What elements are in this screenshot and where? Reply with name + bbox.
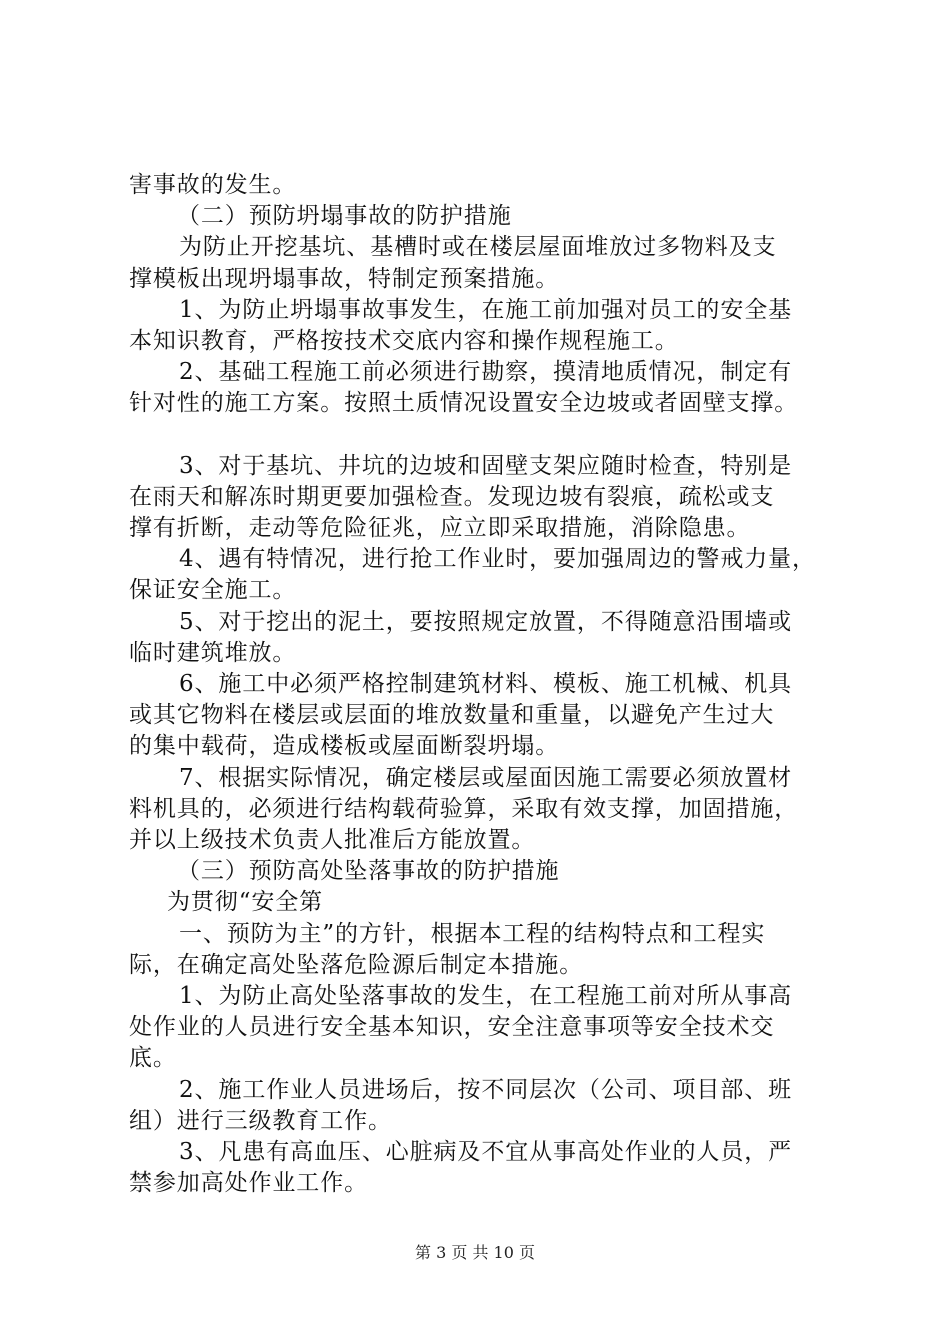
- section-heading: （二）预防坍塌事故的防护措施: [177, 203, 512, 230]
- text-line: 禁参加高处作业工作。: [129, 1170, 368, 1197]
- text-line: 撑模板出现坍塌事故，特制定预案措施。: [129, 265, 560, 292]
- text-line: 针对性的施工方案。按照土质情况设置安全边坡或者固壁支撑。: [129, 390, 799, 417]
- text-line: 料机具的，必须进行结构载荷验算，采取有效支撑，加固措施，: [129, 795, 799, 822]
- text-line: 际，在确定高处坠落危险源后制定本措施。: [129, 951, 584, 978]
- text-line: 7、根据实际情况，确定楼层或屋面因施工需要必须放置材: [179, 764, 793, 791]
- text-line: 6、施工中必须严格控制建筑材料、模板、施工机械、机具: [179, 671, 793, 698]
- text-line: 3、对于基坑、井坑的边坡和固壁支架应随时检查，特别是: [179, 452, 793, 479]
- text-line: 一、预防为主”的方针，根据本工程的结构特点和工程实: [179, 920, 766, 947]
- text-line: 底。: [129, 1045, 177, 1072]
- text-line: 为贯彻“安全第: [167, 889, 324, 916]
- text-line: 的集中载荷，造成楼板或屋面断裂坍塌。: [129, 733, 560, 760]
- text-line: 1、为防止坍塌事故事发生，在施工前加强对员工的安全基: [179, 296, 793, 323]
- text-line: 处作业的人员进行安全基本知识，安全注意事项等安全技术交: [129, 1014, 775, 1041]
- text-line: 4、遇有特情况，进行抢工作业时，要加强周边的警戒力量，: [179, 546, 816, 573]
- text-line: 临时建筑堆放。: [129, 639, 297, 666]
- text-line: 1、为防止高处坠落事故的发生，在工程施工前对所从事高: [179, 983, 793, 1010]
- text-line: 或其它物料在楼层或层面的堆放数量和重量，以避免产生过大: [129, 702, 775, 729]
- text-line: 在雨天和解冻时期更要加强检查。发现边坡有裂痕，疏松或支: [129, 483, 775, 510]
- text-line: 2、施工作业人员进场后，按不同层次（公司、项目部、班: [179, 1076, 793, 1103]
- text-line: 组）进行三级教育工作。: [129, 1107, 392, 1134]
- text-line: 保证安全施工。: [129, 577, 297, 604]
- text-line: 5、对于挖出的泥土，要按照规定放置，不得随意沿围墙或: [179, 608, 793, 635]
- text-line: 撑有折断，走动等危险征兆，应立即采取措施，消除隐患。: [129, 515, 751, 542]
- text-line: 并以上级技术负责人批准后方能放置。: [129, 827, 536, 854]
- section-heading: （三）预防高处坠落事故的防护措施: [177, 858, 560, 885]
- page-number-footer: 第 3 页 共 10 页: [415, 1243, 535, 1262]
- text-line: 为防止开挖基坑、基槽时或在楼层屋面堆放过多物料及支: [179, 234, 777, 261]
- text-line: 3、凡患有高血压、心脏病及不宜从事高处作业的人员，严: [179, 1139, 793, 1166]
- text-line: 2、基础工程施工前必须进行勘察，摸清地质情况，制定有: [179, 359, 793, 386]
- paragraph-gap: [129, 420, 841, 451]
- text-line: 本知识教育，严格按技术交底内容和操作规程施工。: [129, 328, 679, 355]
- document-body: [129, 170, 841, 1200]
- text-line: 害事故的发生。: [129, 172, 297, 198]
